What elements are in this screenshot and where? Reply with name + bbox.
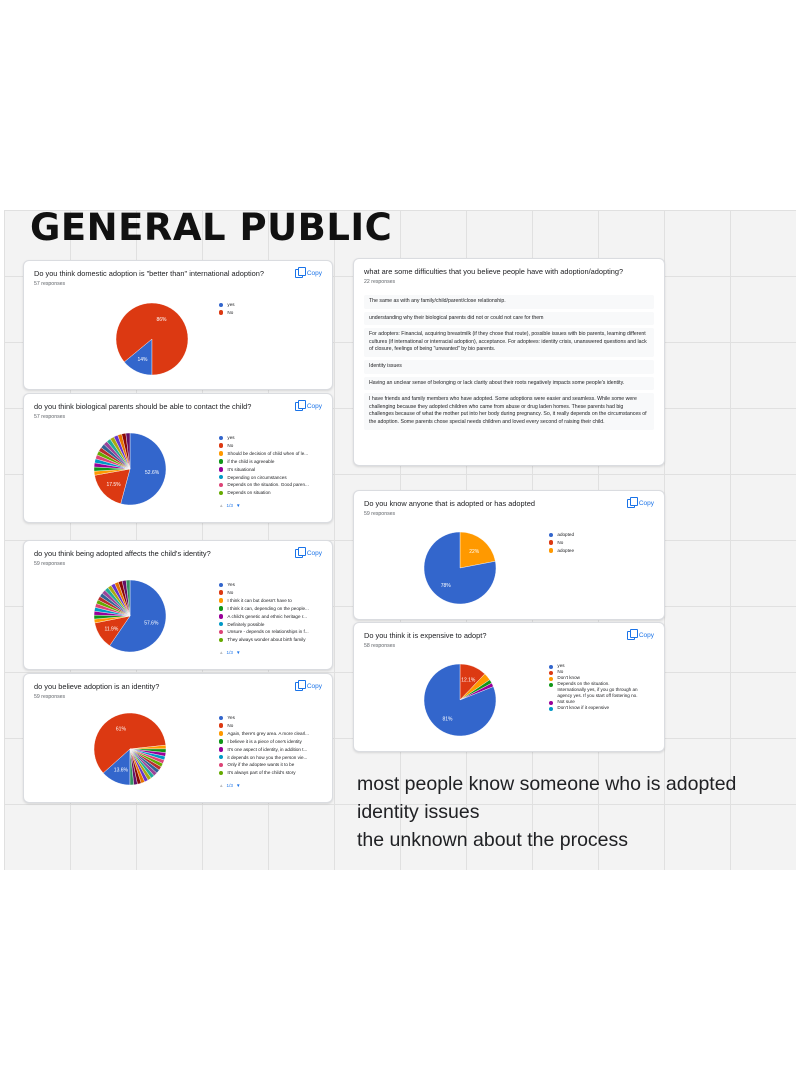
legend-label: Depends on situation (227, 490, 271, 496)
page-title: GENERAL PUBLIC (30, 206, 393, 249)
legend-swatch (219, 723, 223, 727)
legend-label: yes (557, 663, 565, 668)
legend-item[interactable] (219, 458, 309, 466)
legend-item[interactable] (219, 754, 309, 762)
question-title: what are some difficulties that you believe people have with adoption/adopting? (364, 267, 624, 276)
pager-next-icon[interactable]: ▼ (235, 650, 241, 656)
legend-label: Should be decision of child when of le... (227, 450, 309, 456)
pager-prev-icon[interactable]: ▲ (219, 783, 224, 789)
chart-legend (549, 663, 639, 711)
pager-prev-icon[interactable]: ▲ (219, 650, 224, 656)
legend-swatch (549, 707, 553, 711)
legend-label: Yes (227, 582, 235, 587)
legend-item[interactable] (219, 301, 235, 309)
legend-swatch (219, 747, 223, 751)
legend-label: if the child is agreeable (227, 458, 275, 464)
legend-item[interactable] (219, 450, 309, 458)
question-title: do you believe adoption is an identity? (34, 682, 160, 691)
legend-item[interactable] (219, 621, 309, 629)
pager-prev-icon[interactable]: ▲ (219, 503, 224, 509)
legend-label: No (227, 722, 234, 728)
legend-label: A child's genetic and ethnic heritage r... (227, 613, 307, 619)
legend-item[interactable] (219, 466, 309, 474)
slice-data-label: 52.6% (145, 469, 160, 476)
pie-chart (354, 491, 654, 619)
legend-item[interactable] (219, 589, 309, 597)
answer-item: I have friends and family members who have adopted. Some adoptions were easier and seamless. While some were challenging because they adopted children who came from abuse or drug laden homes. These parents had big challenges because of what the mother put into her body during pregnancy. So, it really depends on the circumstances of the adoption. Some parents chose special needs children and loved every second of raising their child. (364, 393, 654, 429)
legend-item[interactable] (219, 722, 309, 730)
chart-legend (219, 434, 309, 497)
legend-label: No (227, 309, 234, 315)
copy-label: Copy (306, 550, 322, 557)
legend-swatch (219, 303, 223, 307)
copy-label: Copy (306, 683, 322, 690)
question-title: Do you think it is expensive to adopt? (364, 631, 487, 640)
legend-item[interactable] (219, 434, 309, 442)
legend-label: Only if the adoptee wants it to be (227, 762, 295, 768)
copy-label: Copy (638, 632, 654, 639)
slice-data-label: 81% (442, 716, 453, 723)
question-title: do you think biological parents should be able to contact the child? (34, 402, 252, 411)
legend-label: Depending on circumstances (227, 474, 287, 480)
pager-label: 1/3 (226, 783, 233, 789)
slice-data-label: 61% (115, 726, 126, 733)
legend-swatch (219, 443, 223, 447)
response-count: 59 responses (34, 561, 66, 567)
note-line: identity issues (357, 801, 480, 823)
slice-data-label: 17.5% (106, 482, 121, 489)
legend-swatch (219, 475, 223, 479)
legend-swatch (219, 598, 223, 602)
answer-item: understanding why their biological parents did not or could not care for them (364, 312, 654, 326)
legend-label: Depends on the situation. Good paren... (227, 482, 309, 488)
legend-swatch (219, 491, 223, 495)
legend-item[interactable] (549, 547, 574, 555)
legend-item[interactable] (219, 442, 309, 450)
legend-item[interactable] (219, 628, 309, 636)
legend-swatch (219, 731, 223, 735)
legend-swatch (219, 583, 223, 587)
response-count: 57 responses (34, 414, 66, 420)
legend-pager (219, 650, 240, 655)
legend-label: Unsure - depends on relationships in f... (227, 629, 309, 635)
legend-swatch (219, 622, 223, 626)
legend-swatch (549, 533, 553, 537)
legend-label: No (557, 669, 564, 674)
response-count: 59 responses (364, 511, 396, 517)
chart-card-expensive (353, 622, 665, 752)
legend-item[interactable] (219, 489, 309, 497)
slice-data-label: 57.6% (144, 620, 159, 627)
legend-label: It's one aspect of identity, in addition t... (227, 746, 308, 752)
legend-label: Depends on the situation. Internationally yes, if you go through an agency yes. If you start off fostering no. (557, 681, 638, 698)
response-count: 22 responses (364, 279, 396, 285)
question-title: do you think being adopted affects the child's identity? (34, 549, 211, 558)
legend-label: Not sure (557, 699, 575, 704)
legend-item[interactable] (549, 539, 574, 547)
legend-label: adoptee (557, 547, 574, 553)
chart-legend (219, 714, 309, 777)
slice-data-label: 86% (156, 316, 167, 323)
legend-label: Yes (227, 715, 235, 720)
legend-label: I believe it is a piece of one's identity (227, 738, 302, 744)
legend-label: it depends on how you the person vie... (227, 754, 308, 760)
legend-item[interactable] (219, 738, 309, 746)
pager-next-icon[interactable]: ▼ (235, 503, 241, 509)
legend-item[interactable] (219, 746, 309, 754)
legend-label: Again, there's grey area. A more clearl... (227, 730, 309, 736)
pager-label: 1/3 (226, 650, 233, 656)
legend-label: No (227, 589, 234, 595)
legend-item[interactable] (219, 474, 309, 482)
legend-item[interactable] (549, 681, 639, 699)
response-count: 59 responses (34, 694, 66, 700)
response-count: 57 responses (34, 281, 66, 287)
legend-item[interactable] (219, 769, 309, 777)
legend-swatch (219, 771, 223, 775)
chart-card-know-adopted (353, 490, 665, 620)
legend-label: Don't know if it expensive (557, 705, 610, 710)
legend-label: It's always part of the child's story (227, 770, 296, 776)
legend-label: They always wonder about birth family (227, 637, 306, 643)
copy-label: Copy (306, 403, 322, 410)
legend-swatch (219, 459, 223, 463)
answer-item: Having an unclear sense of belonging or lack clarity about their roots negatively impacts some people's identity. (364, 377, 654, 391)
legend-item[interactable] (219, 730, 309, 738)
legend-item[interactable] (549, 531, 574, 539)
chart-card-contact-child (23, 393, 333, 523)
legend-swatch (219, 436, 223, 440)
legend-swatch (219, 614, 223, 618)
note-line: most people know someone who is adopted (357, 773, 737, 795)
chart-legend (219, 301, 235, 317)
slice-data-label: 14% (137, 357, 148, 364)
pager-next-icon[interactable]: ▼ (235, 783, 241, 789)
question-title: Do you think domestic adoption is "better than" international adoption? (34, 269, 264, 278)
legend-item[interactable] (219, 581, 309, 589)
legend-swatch (219, 755, 223, 759)
response-count: 58 responses (364, 643, 396, 649)
legend-item[interactable] (219, 597, 309, 605)
text-responses-card (353, 258, 665, 466)
legend-label: No (227, 442, 234, 448)
legend-item[interactable] (219, 309, 235, 317)
legend-item[interactable] (219, 636, 309, 644)
legend-item[interactable] (219, 613, 309, 621)
chart-card-identity-affected (23, 540, 333, 670)
chart-card-adoption-identity (23, 673, 333, 803)
legend-swatch (219, 638, 223, 642)
legend-swatch (549, 683, 553, 687)
slice-data-label: 13.6% (113, 767, 128, 774)
legend-label: I think it can but doesn't have to (227, 597, 292, 603)
legend-item[interactable] (219, 481, 309, 489)
slice-data-label: 22% (469, 548, 480, 555)
slice-data-label: 78% (440, 583, 451, 590)
question-title: Do you know anyone that is adopted or has adopted (364, 499, 535, 508)
notes (357, 770, 736, 854)
legend-label: Don't know (557, 675, 580, 680)
chart-legend (549, 531, 574, 555)
legend-swatch (219, 606, 223, 610)
legend-label: It's situational (227, 466, 256, 472)
legend-item[interactable] (549, 705, 639, 711)
legend-pager (219, 503, 240, 508)
legend-swatch (219, 739, 223, 743)
copy-label: Copy (306, 270, 322, 277)
legend-swatch (219, 763, 223, 767)
legend-label: Definitely possible (227, 621, 265, 627)
legend-swatch (219, 310, 223, 314)
legend-label: adopted (557, 532, 574, 537)
legend-swatch (219, 716, 223, 720)
legend-swatch (219, 451, 223, 455)
legend-swatch (549, 540, 553, 544)
legend-swatch (219, 483, 223, 487)
answer-item: For adopters: Financial, acquiring breastmilk (if they chose that route), possible issues with bio parents, learning different cultures (if international or interracial adoption), acceptance. For adoptees: identity crisis, unanswered questions and lack of closure, feelings of being "unwanted" by bio parents. (364, 328, 654, 357)
legend-swatch (219, 630, 223, 634)
slice-data-label: 11.9% (104, 626, 119, 633)
pager-label: 1/3 (226, 503, 233, 509)
answers-list[interactable] (364, 295, 654, 433)
legend-item[interactable] (219, 761, 309, 769)
legend-swatch (549, 548, 553, 552)
answer-item: The same as with any family/child/parent/close relationship. (364, 295, 654, 309)
legend-swatch (219, 590, 223, 594)
slice-data-label: 12.1% (461, 677, 476, 684)
chart-card-domestic-vs-international (23, 260, 333, 390)
legend-label: yes (227, 435, 235, 440)
legend-label: yes (227, 302, 235, 307)
pie-chart (24, 261, 324, 389)
chart-legend (219, 581, 309, 644)
legend-label: I think it can, depending on the people... (227, 605, 309, 611)
legend-swatch (219, 467, 223, 471)
legend-item[interactable] (219, 605, 309, 613)
legend-label: No (557, 539, 564, 545)
answer-item: Identity issues (364, 360, 654, 374)
legend-pager (219, 783, 240, 788)
legend-item[interactable] (219, 714, 309, 722)
copy-label: Copy (638, 500, 654, 507)
note-line: the unknown about the process (357, 829, 629, 851)
